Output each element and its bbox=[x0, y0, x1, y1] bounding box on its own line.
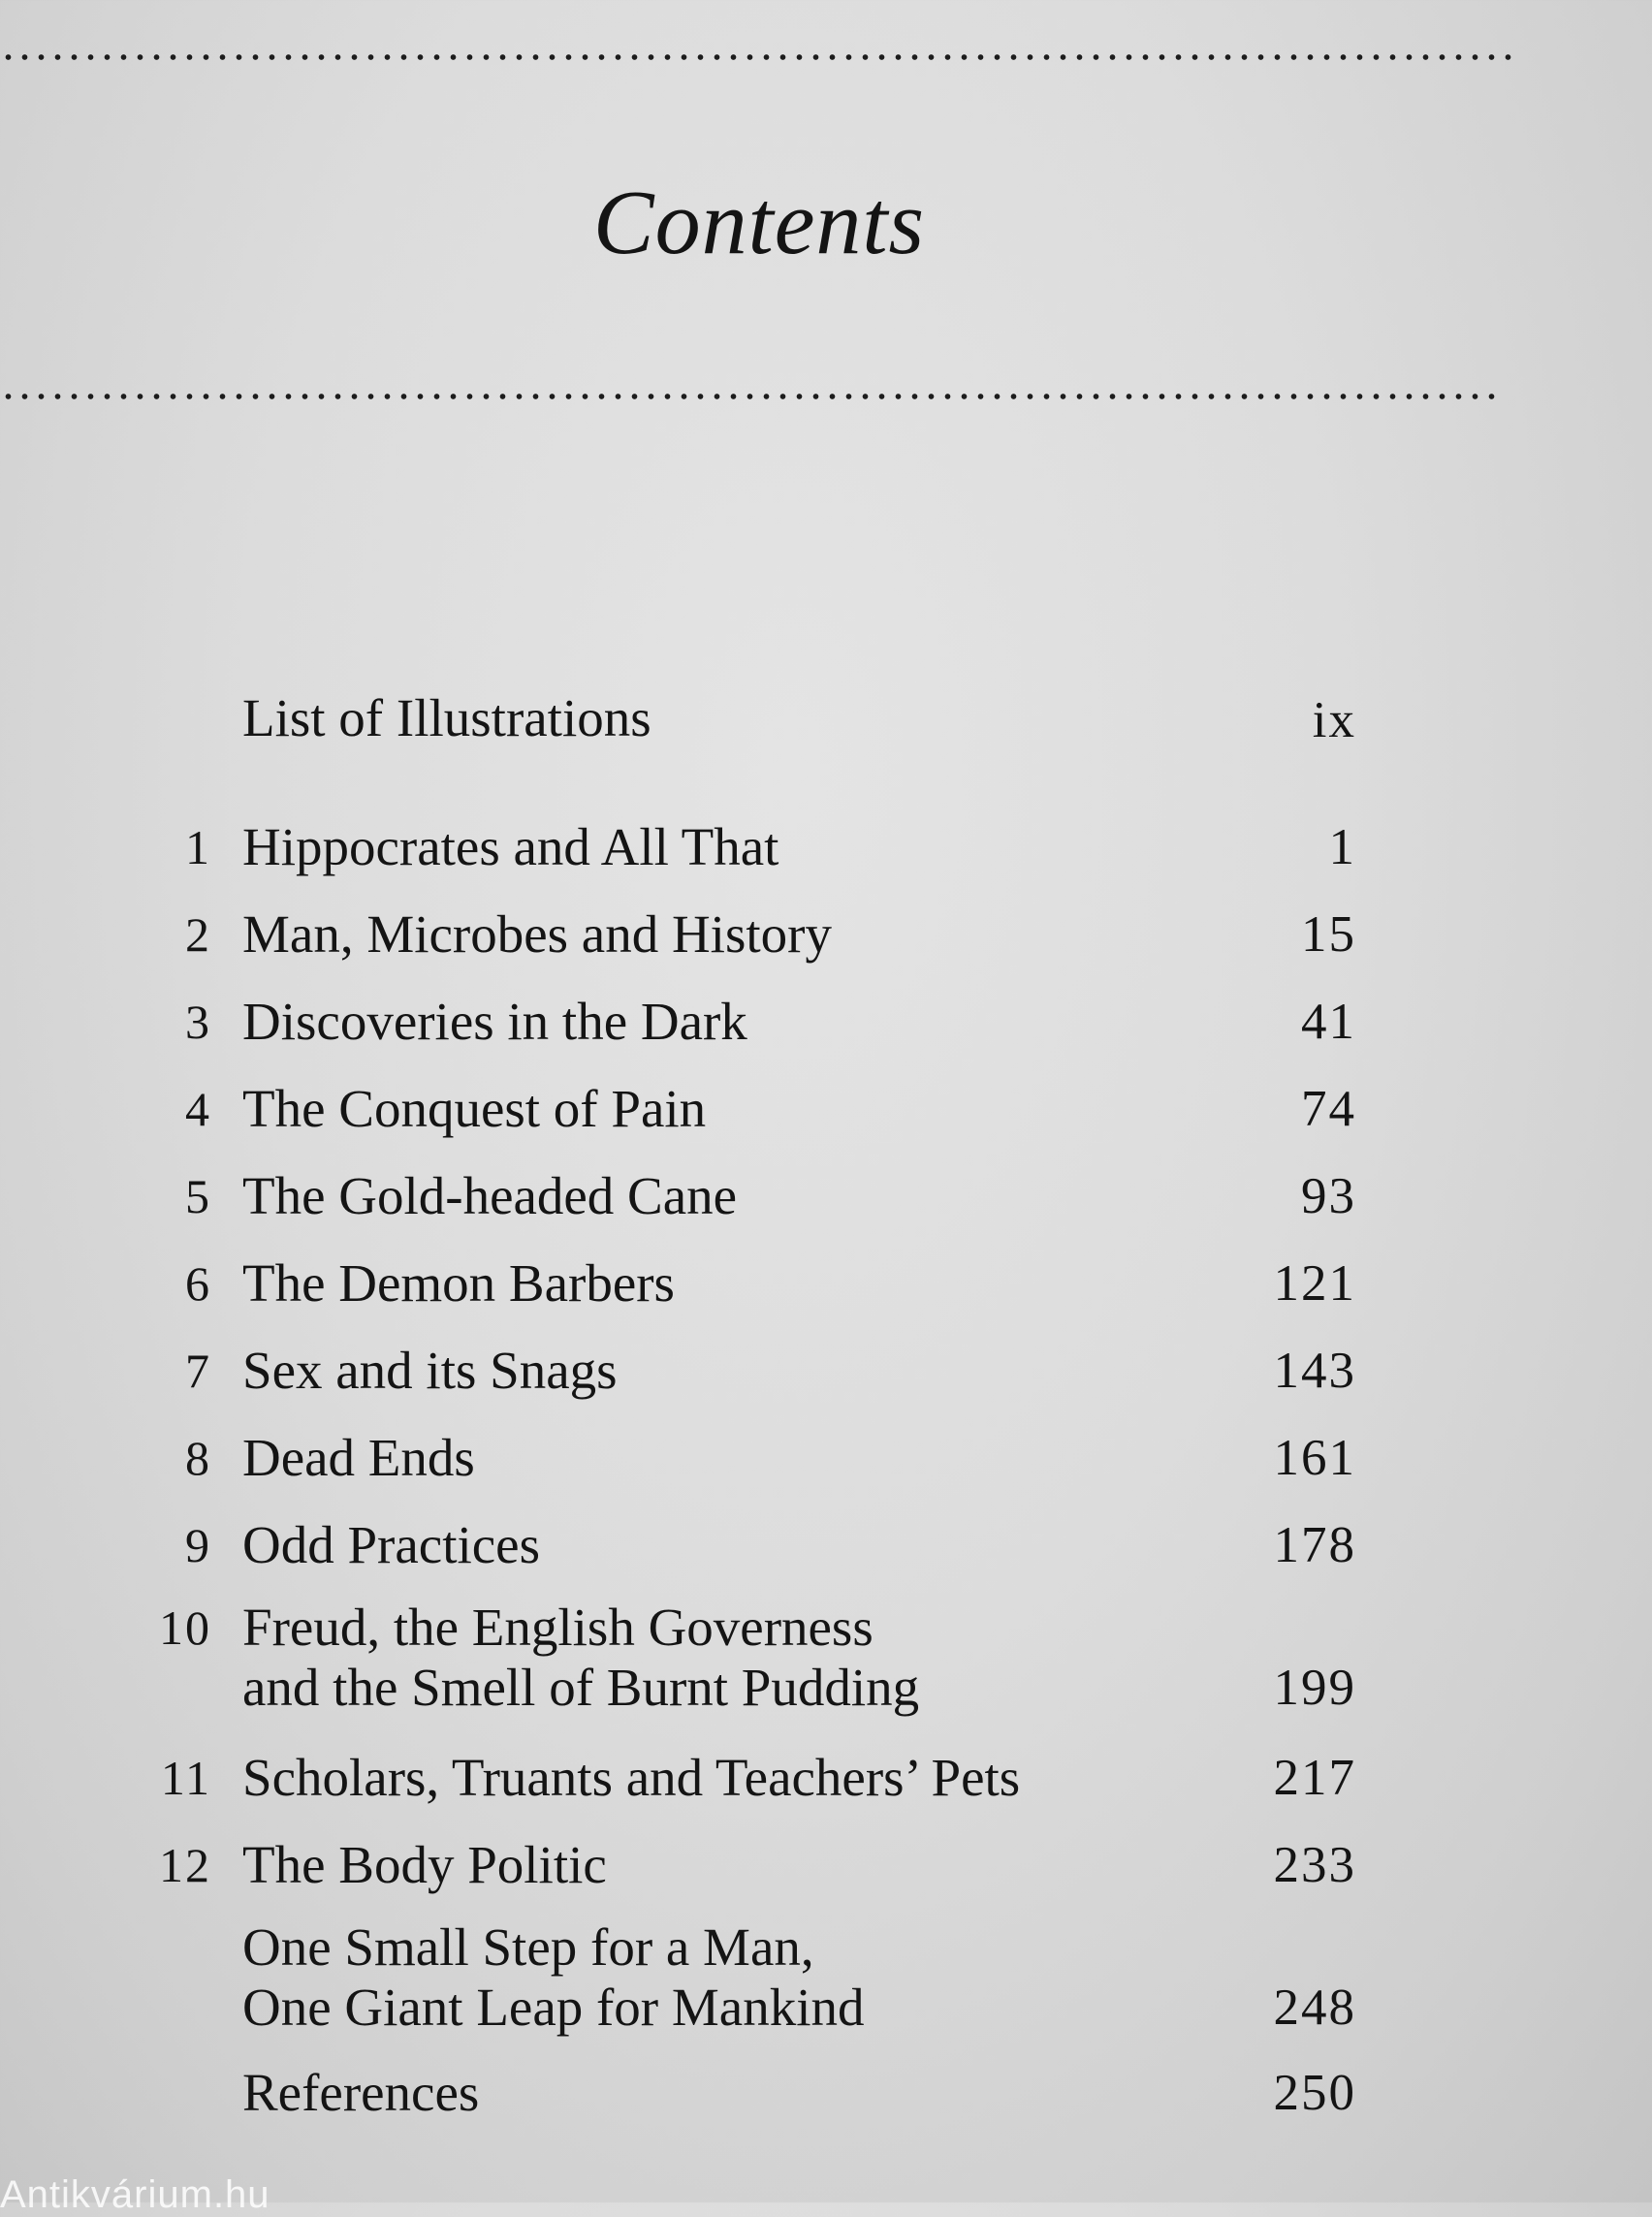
toc-entry-title bbox=[242, 992, 1212, 1052]
toc-entry-title-line: References bbox=[242, 2063, 480, 2122]
toc-entry-number: 5 bbox=[185, 1169, 211, 1223]
toc-entry-page: 74 bbox=[1301, 1081, 1356, 1137]
dotted-rule-top bbox=[0, 53, 1512, 61]
toc-entry-title-line: Sex and its Snags bbox=[242, 1341, 618, 1400]
toc-entry-page: 1 bbox=[1328, 819, 1356, 875]
watermark: Antikvárium.hu bbox=[0, 2173, 270, 2216]
toc-entry-page: 217 bbox=[1273, 1750, 1356, 1806]
toc-entry-title bbox=[242, 688, 1212, 748]
toc-entry-page: 178 bbox=[1273, 1517, 1356, 1573]
toc-entry-title-line: Man, Microbes and History bbox=[242, 904, 832, 964]
toc-entry-title-line: One Giant Leap for Mankind bbox=[242, 1978, 865, 2037]
toc-entry-title bbox=[242, 1341, 1212, 1401]
toc-entry-title bbox=[242, 1917, 1212, 2038]
toc-entry-page: 233 bbox=[1273, 1837, 1356, 1893]
toc-entry-number: 11 bbox=[160, 1751, 211, 1805]
toc-entry-number: 8 bbox=[185, 1431, 211, 1485]
toc-entry-page: ix bbox=[1312, 692, 1356, 748]
toc-entry-page: 143 bbox=[1273, 1343, 1356, 1399]
toc-entry-page: 121 bbox=[1273, 1255, 1356, 1312]
toc-entry-page: 250 bbox=[1273, 2065, 1356, 2121]
dotted-rule-bottom bbox=[0, 393, 1505, 400]
toc-entry-title-line: Scholars, Truants and Teachers’ Pets bbox=[242, 1748, 1021, 1807]
toc-entry-title-line: The Demon Barbers bbox=[242, 1253, 675, 1313]
toc-entry-title-line: The Conquest of Pain bbox=[242, 1079, 707, 1138]
toc-entry-title-line: Hippocrates and All That bbox=[242, 817, 779, 876]
toc-entry-title bbox=[242, 1428, 1212, 1488]
toc-entry-title-line: List of Illustrations bbox=[242, 688, 651, 747]
toc-entry-title-line: The Body Politic bbox=[242, 1835, 607, 1894]
toc-entry-title-line: The Gold-headed Cane bbox=[242, 1166, 738, 1225]
toc-entry-title bbox=[242, 1598, 1212, 1718]
toc-entry-title-line: One Small Step for a Man, bbox=[242, 1917, 814, 1977]
toc-entry-title bbox=[242, 817, 1212, 877]
toc-entry-number: 6 bbox=[185, 1256, 211, 1311]
toc-entry-page: 41 bbox=[1301, 994, 1356, 1050]
toc-entry-title-line: and the Smell of Burnt Pudding bbox=[242, 1658, 920, 1717]
toc-entry-title bbox=[242, 1835, 1212, 1895]
toc-entry-title bbox=[242, 1748, 1212, 1808]
toc-entry-page: 199 bbox=[1273, 1660, 1356, 1716]
toc-entry-number: 10 bbox=[159, 1600, 211, 1655]
toc-entry-number: 1 bbox=[185, 820, 211, 874]
toc-entry-title-line: Freud, the English Governess bbox=[242, 1598, 874, 1657]
toc-entry-number: 3 bbox=[185, 995, 211, 1049]
toc-entry-title bbox=[242, 904, 1212, 965]
toc-entry-title bbox=[242, 1166, 1212, 1226]
toc-entry-number: 7 bbox=[185, 1344, 211, 1398]
page-title: Contents bbox=[592, 173, 926, 273]
toc-entry-title bbox=[242, 2063, 1212, 2123]
toc-entry-number: 12 bbox=[159, 1838, 211, 1892]
toc-entry-title bbox=[242, 1079, 1212, 1139]
toc-entry-page: 93 bbox=[1301, 1168, 1356, 1224]
toc-entry-title bbox=[242, 1515, 1212, 1575]
toc-entry-title-line: Odd Practices bbox=[242, 1515, 540, 1574]
toc-entry-number: 2 bbox=[185, 907, 211, 962]
toc-entry-title-line: Dead Ends bbox=[242, 1428, 475, 1487]
toc-entry-title-line: Discoveries in the Dark bbox=[242, 992, 747, 1051]
toc-entry-page: 248 bbox=[1273, 1979, 1356, 2036]
toc-entry-number: 9 bbox=[185, 1518, 211, 1572]
toc-entry-number: 4 bbox=[185, 1082, 211, 1136]
toc-entry-page: 15 bbox=[1301, 906, 1356, 963]
toc-entry-title bbox=[242, 1253, 1212, 1314]
toc-entry-page: 161 bbox=[1273, 1430, 1356, 1486]
